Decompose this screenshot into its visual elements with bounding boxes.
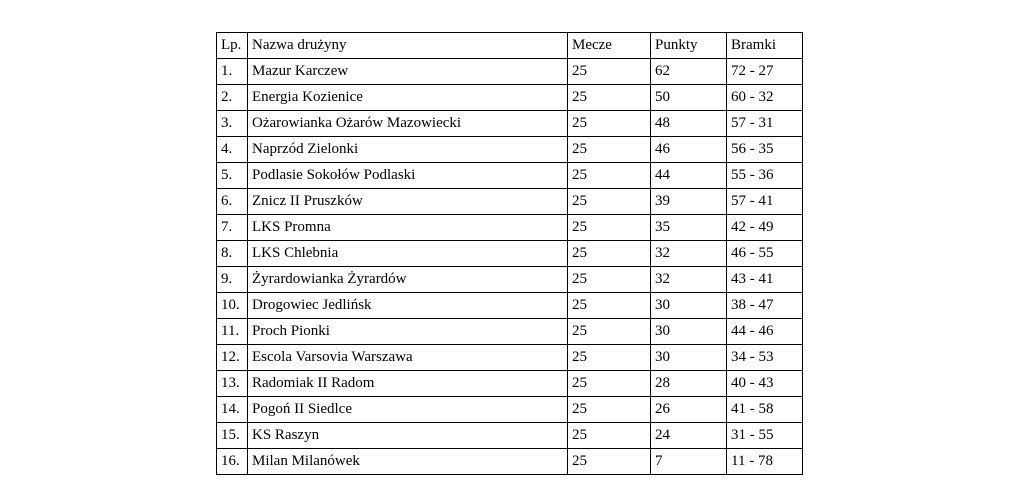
cell-points: 48 [651,111,727,137]
cell-team-name: Naprzód Zielonki [248,137,568,163]
cell-matches: 25 [568,111,651,137]
table-row [217,189,803,215]
cell-matches: 25 [568,449,651,475]
cell-points: 28 [651,371,727,397]
cell-position: 12. [217,345,248,371]
cell-goals: 57 - 31 [727,111,803,137]
cell-team-name: Podlasie Sokołów Podlaski [248,163,568,189]
cell-team-name: Żyrardowianka Żyrardów [248,267,568,293]
table-row [217,137,803,163]
cell-goals: 55 - 36 [727,163,803,189]
table-row [217,293,803,319]
cell-position: 7. [217,215,248,241]
cell-matches: 25 [568,423,651,449]
cell-team-name: Mazur Karczew [248,59,568,85]
cell-team-name: Proch Pionki [248,319,568,345]
header-goals: Bramki [727,33,803,59]
table-row [217,85,803,111]
cell-team-name: Escola Varsovia Warszawa [248,345,568,371]
cell-position: 3. [217,111,248,137]
cell-matches: 25 [568,397,651,423]
cell-goals: 46 - 55 [727,241,803,267]
cell-points: 44 [651,163,727,189]
cell-points: 32 [651,241,727,267]
cell-matches: 25 [568,267,651,293]
cell-goals: 72 - 27 [727,59,803,85]
league-standings-table [216,32,803,475]
cell-goals: 60 - 32 [727,85,803,111]
cell-goals: 31 - 55 [727,423,803,449]
cell-position: 14. [217,397,248,423]
table-row [217,449,803,475]
cell-matches: 25 [568,189,651,215]
table-row [217,345,803,371]
cell-matches: 25 [568,241,651,267]
cell-team-name: Milan Milanówek [248,449,568,475]
cell-team-name: Znicz II Pruszków [248,189,568,215]
table-row [217,319,803,345]
cell-team-name: Pogoń II Siedlce [248,397,568,423]
cell-goals: 57 - 41 [727,189,803,215]
table-row [217,111,803,137]
cell-matches: 25 [568,85,651,111]
cell-matches: 25 [568,59,651,85]
cell-position: 5. [217,163,248,189]
cell-position: 8. [217,241,248,267]
cell-points: 7 [651,449,727,475]
table-row [217,397,803,423]
header-points: Punkty [651,33,727,59]
cell-goals: 11 - 78 [727,449,803,475]
cell-goals: 42 - 49 [727,215,803,241]
header-matches: Mecze [568,33,651,59]
cell-team-name: Drogowiec Jedlińsk [248,293,568,319]
cell-goals: 41 - 58 [727,397,803,423]
cell-goals: 56 - 35 [727,137,803,163]
cell-points: 30 [651,319,727,345]
cell-team-name: Radomiak II Radom [248,371,568,397]
cell-matches: 25 [568,345,651,371]
cell-goals: 34 - 53 [727,345,803,371]
cell-points: 46 [651,137,727,163]
table-row [217,423,803,449]
table-row [217,163,803,189]
cell-position: 6. [217,189,248,215]
cell-goals: 38 - 47 [727,293,803,319]
table-row [217,267,803,293]
cell-position: 15. [217,423,248,449]
cell-goals: 44 - 46 [727,319,803,345]
cell-matches: 25 [568,215,651,241]
cell-position: 2. [217,85,248,111]
cell-position: 16. [217,449,248,475]
header-position: Lp. [217,33,248,59]
cell-points: 32 [651,267,727,293]
cell-matches: 25 [568,371,651,397]
cell-points: 26 [651,397,727,423]
cell-points: 30 [651,293,727,319]
cell-position: 1. [217,59,248,85]
cell-matches: 25 [568,319,651,345]
cell-goals: 40 - 43 [727,371,803,397]
cell-team-name: LKS Chlebnia [248,241,568,267]
cell-position: 4. [217,137,248,163]
table-row [217,215,803,241]
cell-points: 39 [651,189,727,215]
table-row [217,371,803,397]
table-header-row [217,33,803,59]
cell-position: 13. [217,371,248,397]
cell-points: 30 [651,345,727,371]
cell-matches: 25 [568,137,651,163]
cell-matches: 25 [568,293,651,319]
cell-points: 35 [651,215,727,241]
cell-team-name: Ożarowianka Ożarów Mazowiecki [248,111,568,137]
cell-position: 10. [217,293,248,319]
cell-points: 62 [651,59,727,85]
cell-team-name: LKS Promna [248,215,568,241]
header-team-name: Nazwa drużyny [248,33,568,59]
cell-matches: 25 [568,163,651,189]
cell-team-name: KS Raszyn [248,423,568,449]
cell-points: 50 [651,85,727,111]
cell-position: 9. [217,267,248,293]
cell-position: 11. [217,319,248,345]
cell-goals: 43 - 41 [727,267,803,293]
table-row [217,241,803,267]
cell-team-name: Energia Kozienice [248,85,568,111]
table-row [217,59,803,85]
cell-points: 24 [651,423,727,449]
